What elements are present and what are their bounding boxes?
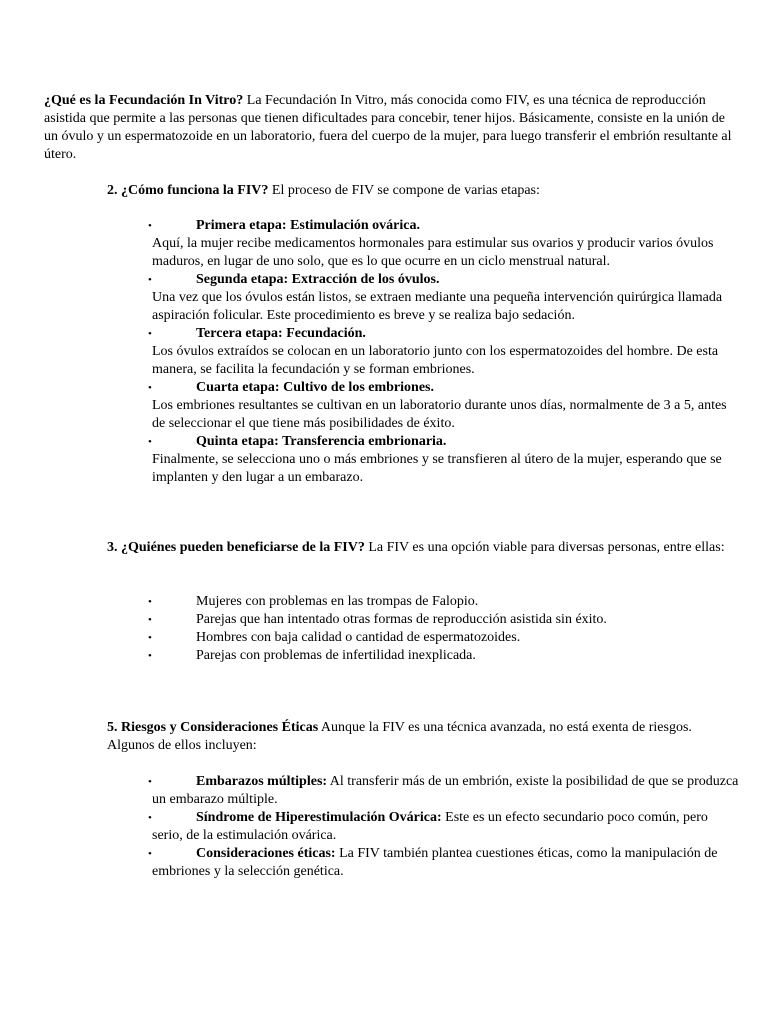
list-item bbox=[148, 629, 742, 647]
intro-question: ¿Qué es la Fecundación In Vitro? bbox=[44, 93, 244, 108]
bullet-icon: • bbox=[148, 848, 152, 860]
step-description: Aquí, la mujer recibe medicamentos hormonales para estimular sus ovarios y producir varios óvulos maduros, en lugar de uno solo, que es lo que ocurre en un ciclo menstrual natural. bbox=[152, 236, 714, 269]
list-item bbox=[148, 809, 742, 845]
step-title: Tercera etapa: Fecundación. bbox=[196, 326, 366, 341]
step-description: Los embriones resultantes se cultivan en un laboratorio durante unos días, normalmente de 3 a 5, antes de seleccionar el que tiene más posibilidades de éxito. bbox=[152, 398, 727, 431]
list-item-text: Mujeres con problemas en las trompas de Falopio. bbox=[196, 594, 479, 609]
risk-description: La FIV también plantea cuestiones éticas, como la manipulación de embriones y la selección genética. bbox=[152, 846, 718, 879]
list-item-text: Hombres con baja calidad o cantidad de espermatozoides. bbox=[196, 630, 521, 645]
intro-paragraph bbox=[44, 92, 734, 164]
bullet-icon: • bbox=[148, 614, 152, 626]
bullet-icon: • bbox=[148, 220, 152, 232]
section-2-paragraph bbox=[107, 182, 741, 200]
list-item bbox=[148, 611, 742, 629]
list-item-text: Parejas que han intentado otras formas de reproducción asistida sin éxito. bbox=[196, 612, 607, 627]
intro-text: La Fecundación In Vitro, más conocida como FIV, es una técnica de reproducción asistida que permite a las personas que tienen dificultades para concebir, tener hijos. Básicamente, consiste en la unión de un óvulo y un espermatozoide en un laboratorio, fuera del cuerpo de la mujer, para luego transferir el embrión resultante al útero. bbox=[44, 93, 732, 162]
section-2-text: El proceso de FIV se compone de varias etapas: bbox=[268, 183, 540, 198]
list-item bbox=[148, 593, 742, 611]
section-5-text: Aunque la FIV es una técnica avanzada, no está exenta de riesgos. Algunos de ellos incluyen: bbox=[107, 720, 692, 753]
risk-text bbox=[152, 845, 742, 881]
section-2-heading: 2. ¿Cómo funciona la FIV? bbox=[107, 183, 269, 198]
bullet-icon: • bbox=[148, 650, 152, 662]
list-item bbox=[148, 325, 742, 379]
risks-list bbox=[148, 773, 742, 881]
risk-title: Consideraciones éticas: bbox=[196, 846, 336, 861]
list-item bbox=[148, 845, 742, 881]
list-item bbox=[148, 217, 742, 271]
step-description: Finalmente, se selecciona uno o más embriones y se transfieren al útero de la mujer, esperando que se implanten y den lugar a un embarazo. bbox=[152, 452, 722, 485]
step-description: Los óvulos extraídos se colocan en un laboratorio junto con los espermatozoides del hombre. De esta manera, se facilita la fecundación y se forman embriones. bbox=[152, 344, 719, 377]
list-item-text: Parejas con problemas de infertilidad inexplicada. bbox=[196, 648, 476, 663]
step-title: Cuarta etapa: Cultivo de los embriones. bbox=[196, 380, 434, 395]
section-3-heading: 3. ¿Quiénes pueden beneficiarse de la FIV? bbox=[107, 540, 365, 555]
bullet-icon: • bbox=[148, 274, 152, 286]
risk-description: Al transferir más de un embrión, existe la posibilidad de que se produzca un embarazo múltiple. bbox=[152, 774, 739, 807]
risk-description: Este es un efecto secundario poco común, pero serio, de la estimulación ovárica. bbox=[152, 810, 708, 843]
bullet-icon: • bbox=[148, 596, 152, 608]
bullet-icon: • bbox=[148, 436, 152, 448]
step-title: Quinta etapa: Transferencia embrionaria. bbox=[196, 434, 447, 449]
ivf-steps-list bbox=[148, 217, 742, 487]
bullet-icon: • bbox=[148, 328, 152, 340]
risk-title: Embarazos múltiples: bbox=[196, 774, 328, 789]
bullet-icon: • bbox=[148, 776, 152, 788]
section-5-heading: 5. Riesgos y Consideraciones Éticas bbox=[107, 720, 319, 735]
section-3-text: La FIV es una opción viable para diversas personas, entre ellas: bbox=[364, 540, 725, 555]
section-5-paragraph bbox=[107, 719, 741, 755]
step-description: Una vez que los óvulos están listos, se extraen mediante una pequeña intervención quirúrgica llamada aspiración folicular. Este procedimiento es breve y se realiza bajo sedación. bbox=[152, 290, 723, 323]
list-item bbox=[148, 433, 742, 487]
list-item bbox=[148, 379, 742, 433]
list-item bbox=[148, 271, 742, 325]
risk-text bbox=[152, 809, 742, 845]
bullet-icon: • bbox=[148, 382, 152, 394]
bullet-icon: • bbox=[148, 812, 152, 824]
section-3-paragraph bbox=[107, 539, 741, 557]
step-title: Primera etapa: Estimulación ovárica. bbox=[196, 218, 420, 233]
beneficiaries-list bbox=[148, 593, 742, 665]
list-item bbox=[148, 773, 742, 809]
step-title: Segunda etapa: Extracción de los óvulos. bbox=[196, 272, 440, 287]
bullet-icon: • bbox=[148, 632, 152, 644]
list-item bbox=[148, 647, 742, 665]
risk-text bbox=[152, 773, 742, 809]
risk-title: Síndrome de Hiperestimulación Ovárica: bbox=[196, 810, 442, 825]
